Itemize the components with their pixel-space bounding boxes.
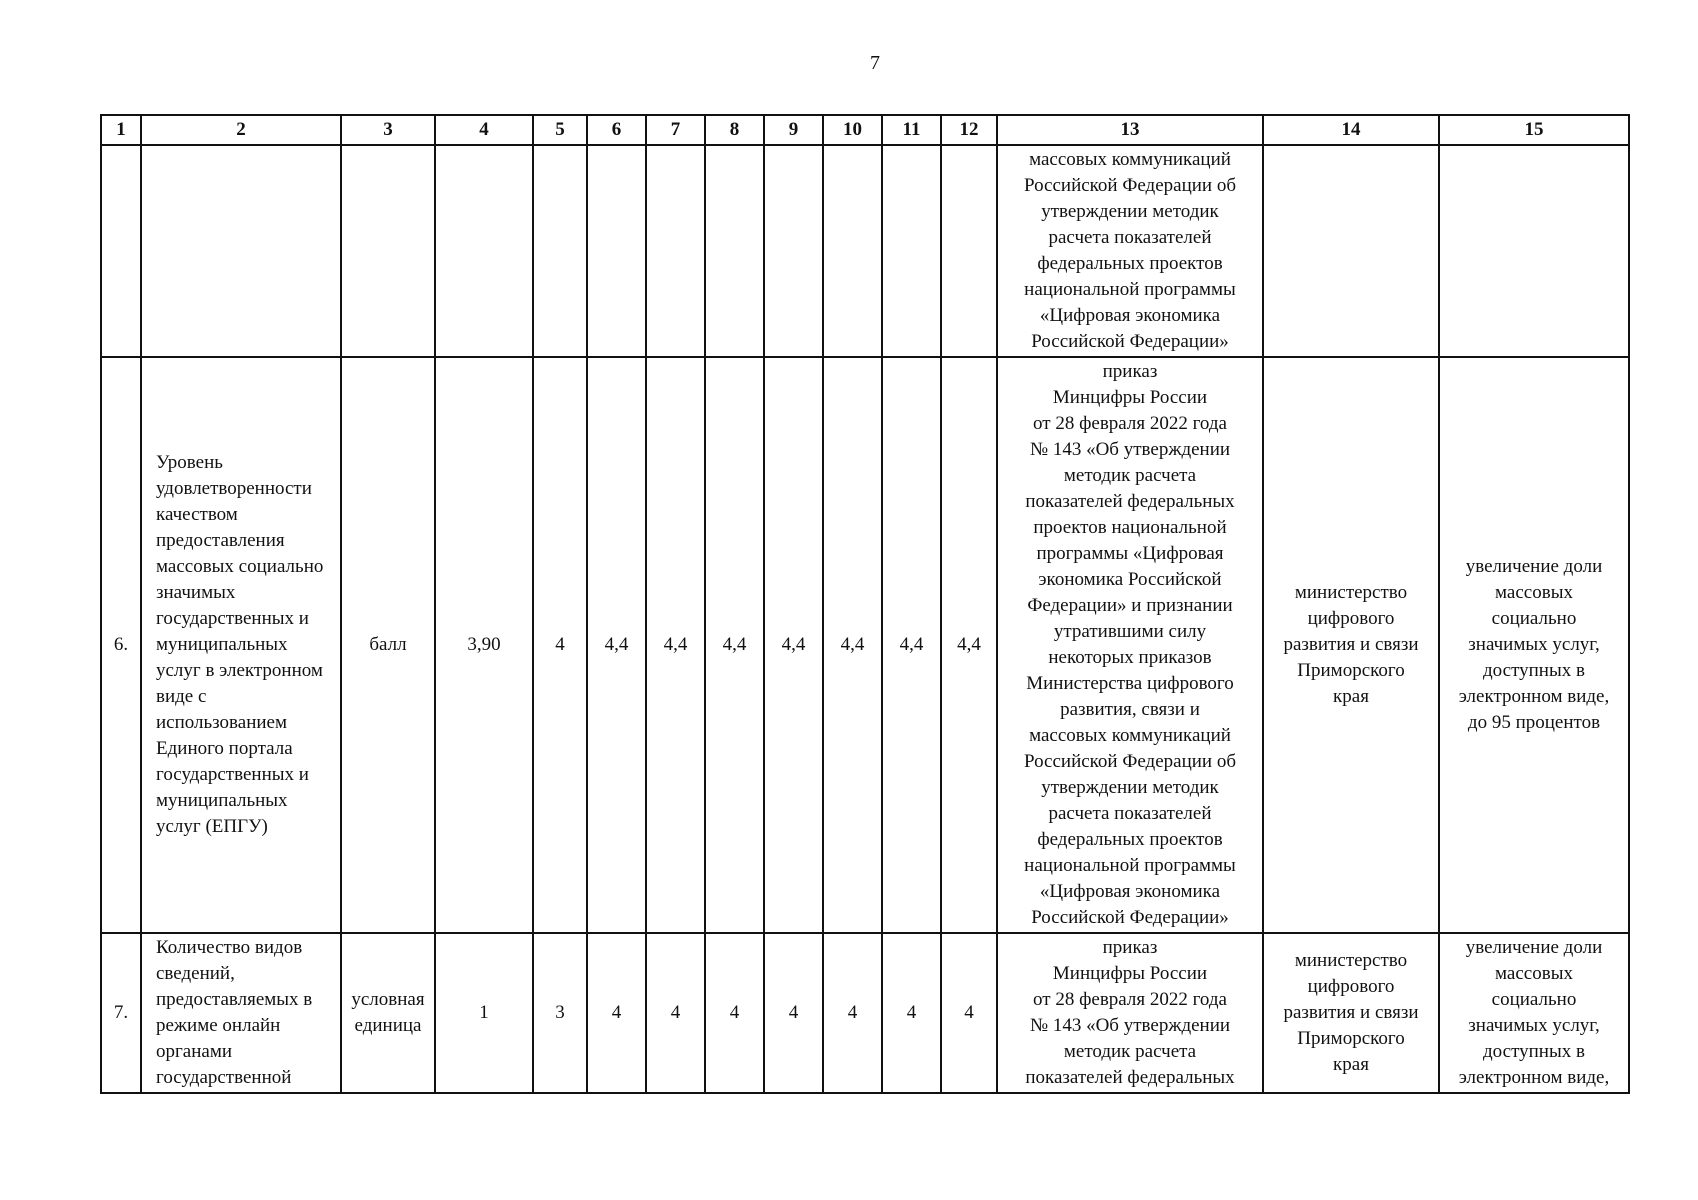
header-cell: 10 — [823, 115, 882, 145]
value-cell: 4 — [646, 933, 705, 1093]
base-value: 1 — [435, 933, 533, 1093]
header-cell: 12 — [941, 115, 997, 145]
value-cell: 4,4 — [823, 357, 882, 933]
value-cell: 4,4 — [764, 357, 823, 933]
value-cell: 4 — [882, 933, 941, 1093]
value-cell: 4,4 — [882, 357, 941, 933]
header-cell: 2 — [141, 115, 341, 145]
header-cell: 5 — [533, 115, 587, 145]
value-cell: 4,4 — [646, 357, 705, 933]
table-row — [101, 357, 1629, 933]
basis-cell: приказ Минцифры России от 28 февраля 2022 года № 143 «Об утверждении методик расчета показателей федеральных — [997, 933, 1263, 1093]
column-number-row — [101, 115, 1629, 145]
value-cell: 4,4 — [705, 357, 764, 933]
value-cell: 4,4 — [587, 357, 646, 933]
header-cell: 6 — [587, 115, 646, 145]
responsible-cell: министерство цифрового развития и связи Приморского края — [1263, 357, 1439, 933]
continuation-row — [101, 145, 1629, 357]
value-cell: 3 — [533, 933, 587, 1093]
value-cell: 4 — [533, 357, 587, 933]
unit-cell: балл — [341, 357, 435, 933]
basis-cell: приказ Минцифры России от 28 февраля 2022 года № 143 «Об утверждении методик расчета показателей федеральных проектов национальной программы «Цифровая экономика Российской Федерации» и признании утратившими силу некоторых приказов Министерства цифрового развития, связи и массовых коммуникаций Российской Федерации об утверждении методик расчета показателей федеральных проектов национальной программы «Цифровая экономика Российской Федерации» — [997, 357, 1263, 933]
result-cell: увеличение доли массовых социально значимых услуг, доступных в электронном виде, — [1439, 933, 1629, 1093]
unit-cell: условная единица — [341, 933, 435, 1093]
value-cell: 4 — [941, 933, 997, 1093]
header-cell: 13 — [997, 115, 1263, 145]
header-cell: 9 — [764, 115, 823, 145]
responsible-cell: министерство цифрового развития и связи Приморского края — [1263, 933, 1439, 1093]
header-cell: 8 — [705, 115, 764, 145]
indicators-table — [100, 114, 1630, 1094]
value-cell: 4 — [705, 933, 764, 1093]
value-cell: 4 — [823, 933, 882, 1093]
row-number: 7. — [101, 933, 141, 1093]
indicator-name: Уровень удовлетворенности качеством предоставления массовых социально значимых государственных и муниципальных услуг в электронном виде с использованием Единого портала государственных и муниципальных услуг (ЕПГУ) — [141, 357, 341, 933]
value-cell: 4 — [587, 933, 646, 1093]
header-cell: 7 — [646, 115, 705, 145]
row-number: 6. — [101, 357, 141, 933]
header-cell: 11 — [882, 115, 941, 145]
header-cell: 3 — [341, 115, 435, 145]
value-cell: 4,4 — [941, 357, 997, 933]
result-cell: увеличение доли массовых социально значимых услуг, доступных в электронном виде, до 95 процентов — [1439, 357, 1629, 933]
page-number: 7 — [870, 52, 880, 74]
value-cell: 4 — [764, 933, 823, 1093]
table-row — [101, 933, 1629, 1093]
header-cell: 14 — [1263, 115, 1439, 145]
basis-cell: массовых коммуникаций Российской Федерации об утверждении методик расчета показателей федеральных проектов национальной программы «Цифровая экономика Российской Федерации» — [997, 145, 1263, 357]
header-cell: 15 — [1439, 115, 1629, 145]
indicator-name: Количество видов сведений, предоставляемых в режиме онлайн органами государственной — [141, 933, 341, 1093]
base-value: 3,90 — [435, 357, 533, 933]
header-cell: 1 — [101, 115, 141, 145]
header-cell: 4 — [435, 115, 533, 145]
